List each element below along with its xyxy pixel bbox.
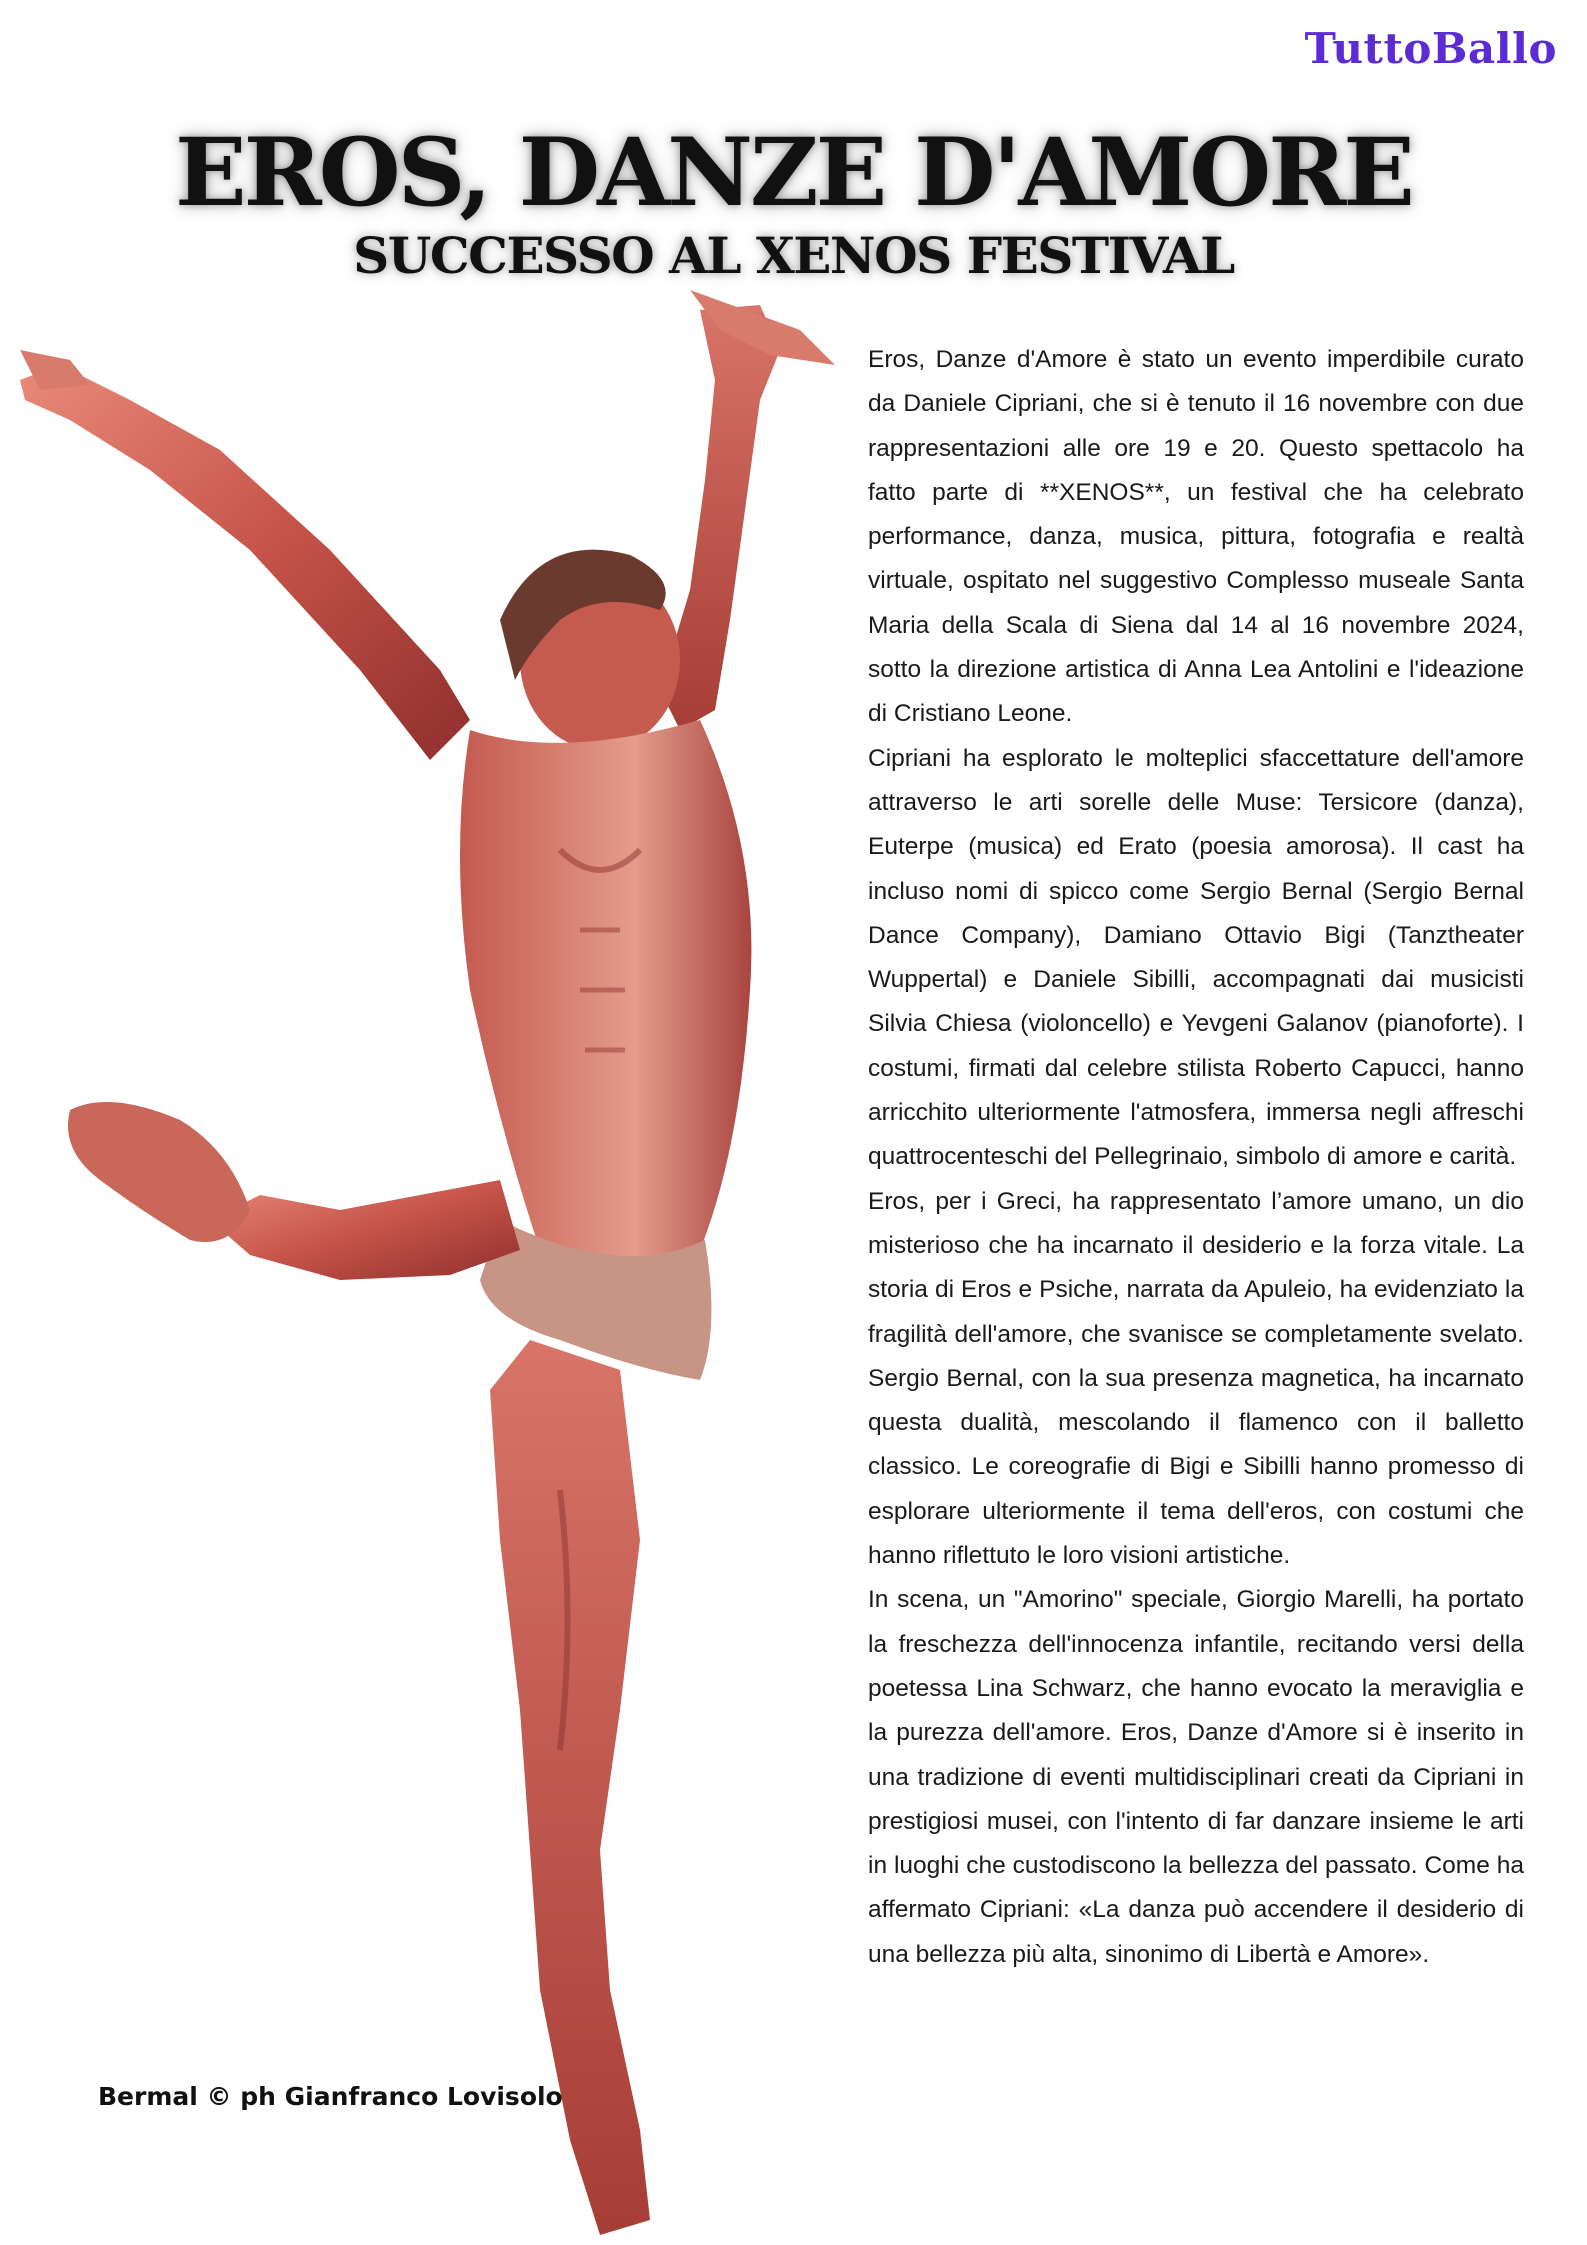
article-paragraph: Cipriani ha esplorato le molteplici sfaccettature dell'amore attraverso le arti sorelle delle Muse: Tersicore (danza), Euterpe (musica) ed Erato (poesia amorosa). Il cast ha incluso nomi di spicco come Sergio Bernal (Sergio Bernal Dance Company), Damiano Ottavio Bigi (Tanztheater Wuppertal) e Daniele Sibilli, accompagnati dai musicisti Silvia Chiesa (violoncello) e Yevgeni Galanov (pianoforte). I costumi, firmati dal celebre stilista Roberto Capucci, hanno arricchito ulteriormente l'atmosfera, immersa negli affreschi quattrocenteschi del Pellegrinaio, simbolo di amore e carità. (868, 744, 1524, 1171)
page-subtitle: SUCCESSO AL XENOS FESTIVAL (353, 226, 1234, 285)
article-paragraph: Eros, Danze d'Amore è stato un evento imperdibile curato da Daniele Cipriani, che si è tenuto il 16 novembre con due rappresentazioni alle ore 19 e 20. Questo spettacolo ha fatto parte di **XENOS**, un festival che ha celebrato performance, danza, musica, pittura, fotografia e realtà virtuale, ospitato nel suggestivo Complesso museale Santa Maria della Scala di Siena dal 14 al 16 novembre 2024, sotto la direzione artistica di Anna Lea Antolini e l'ideazione di Cristiano Leone. (868, 346, 1524, 728)
article-body (868, 338, 1524, 1977)
page-title: EROS, DANZE D'AMORE (175, 118, 1412, 228)
article-paragraph: In scena, un "Amorino" speciale, Giorgio Marelli, ha portato la freschezza dell'innocenza infantile, recitando versi della poetessa Lina Schwarz, che hanno evocato la meraviglia e la purezza dell'amore. Eros, Danze d'Amore si è inserito in una tradizione di eventi multidisciplinari creati da Cipriani in prestigiosi musei, con l'intento di far danzare insieme le arti in luoghi che custodiscono la bellezza del passato. Come ha affermato Cipriani: «La danza può accendere il desiderio di una bellezza più alta, sinonimo di Libertà e Amore». (868, 1586, 1524, 1968)
brand-logo: TuttoBallo (1304, 24, 1557, 73)
photo-caption: Bermal © ph Gianfranco Lovisolo (98, 2082, 563, 2111)
article-paragraph: Eros, per i Greci, ha rappresentato l’amore umano, un dio misterioso che ha incarnato il desiderio e la forza vitale. La storia di Eros e Psiche, narrata da Apuleio, ha evidenziato la fragilità dell'amore, che svanisce se completamente svelato. Sergio Bernal, con la sua presenza magnetica, ha incarnato questa dualità, mescolando il flamenco con il balletto classico. Le coreografie di Bigi e Sibilli hanno promesso di esplorare ulteriormente il tema dell'eros, con costumi che hanno riflettuto le loro visioni artistiche. (868, 1187, 1524, 1570)
dancer-photo (0, 290, 860, 2245)
